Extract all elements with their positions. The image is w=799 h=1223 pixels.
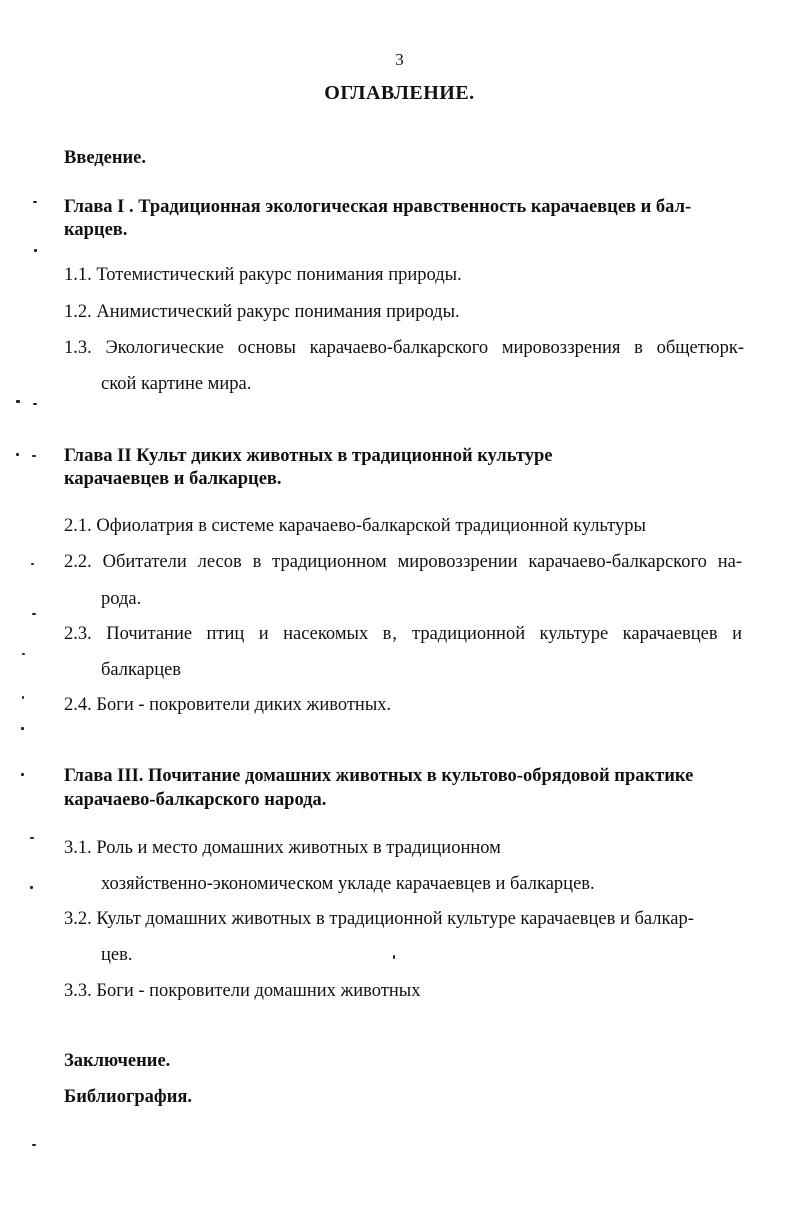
- toc-bibliography: Библиография.: [64, 1087, 193, 1107]
- scan-speck: [16, 453, 19, 456]
- scan-speck: [393, 955, 395, 959]
- scan-speck: [30, 886, 33, 889]
- toc-chapter2-heading-line2: карачаевцев и балкарцев.: [64, 469, 282, 489]
- toc-section-3-2-line2: цев.: [101, 945, 133, 965]
- scan-speck: [33, 403, 37, 405]
- toc-chapter3-heading-line1: Глава III. Почитание домашних животных в культово-обрядовой практике: [64, 766, 694, 786]
- toc-section-2-2-line1: 2.2. Обитатели лесов в традиционном мировоззрении карачаево-балкарского на-: [64, 552, 742, 572]
- toc-section-2-3-line1: 2.3. Почитание птиц и насекомых в‚ традиционной культуре карачаевцев и: [64, 624, 742, 644]
- scan-speck: [32, 1144, 36, 1146]
- toc-section-3-2-line1: 3.2. Культ домашних животных в традиционной культуре карачаевцев и балкар-: [64, 909, 694, 929]
- scan-speck: [22, 696, 24, 699]
- scan-speck: [22, 653, 25, 655]
- toc-chapter1-heading-line2: карцев.: [64, 220, 128, 240]
- toc-section-3-3: 3.3. Боги - покровители домашних животных: [64, 981, 421, 1001]
- toc-section-1-3-line2: ской картине мира.: [101, 374, 252, 394]
- toc-conclusion: Заключение.: [64, 1051, 171, 1071]
- toc-section-3-1-line2: хозяйственно-экономическом укладе карачаевцев и балкарцев.: [101, 874, 595, 894]
- toc-section-2-1: 2.1. Офиолатрия в системе карачаево-балкарской традиционной культуры: [64, 516, 646, 536]
- toc-section-1-3-line1: 1.3. Экологические основы карачаево-балкарского мировоззрения в общетюрк-: [64, 338, 744, 358]
- scan-speck: [30, 837, 34, 839]
- scan-speck: [32, 613, 36, 615]
- toc-section-2-3-line2: балкарцев: [101, 660, 182, 680]
- scan-speck: [16, 400, 20, 403]
- toc-section-2-2-line2: рода.: [101, 589, 142, 609]
- toc-section-3-1-line1: 3.1. Роль и место домашних животных в традиционном: [64, 838, 501, 858]
- scan-speck: [21, 727, 24, 730]
- toc-section-1-2: 1.2. Анимистический ракурс понимания природы.: [64, 302, 460, 322]
- scan-speck: [21, 773, 24, 776]
- toc-intro: Введение.: [64, 148, 147, 168]
- toc-section-1-1: 1.1. Тотемистический ракурс понимания природы.: [64, 265, 462, 285]
- page-number: 3: [395, 50, 404, 69]
- page-title: ОГЛАВЛЕНИЕ.: [324, 82, 475, 104]
- scan-speck: [32, 455, 36, 457]
- toc-section-2-4: 2.4. Боги - покровители диких животных.: [64, 695, 392, 715]
- scan-speck: [33, 201, 37, 203]
- toc-chapter2-heading-line1: Глава II Культ диких животных в традиционной культуре: [64, 446, 553, 466]
- scan-speck: [31, 563, 34, 565]
- toc-chapter1-heading-line1: Глава I . Традиционная экологическая нравственность карачаевцев и бал-: [64, 197, 692, 217]
- toc-chapter3-heading-line2: карачаево-балкарского народа.: [64, 790, 327, 810]
- scan-speck: [34, 249, 37, 252]
